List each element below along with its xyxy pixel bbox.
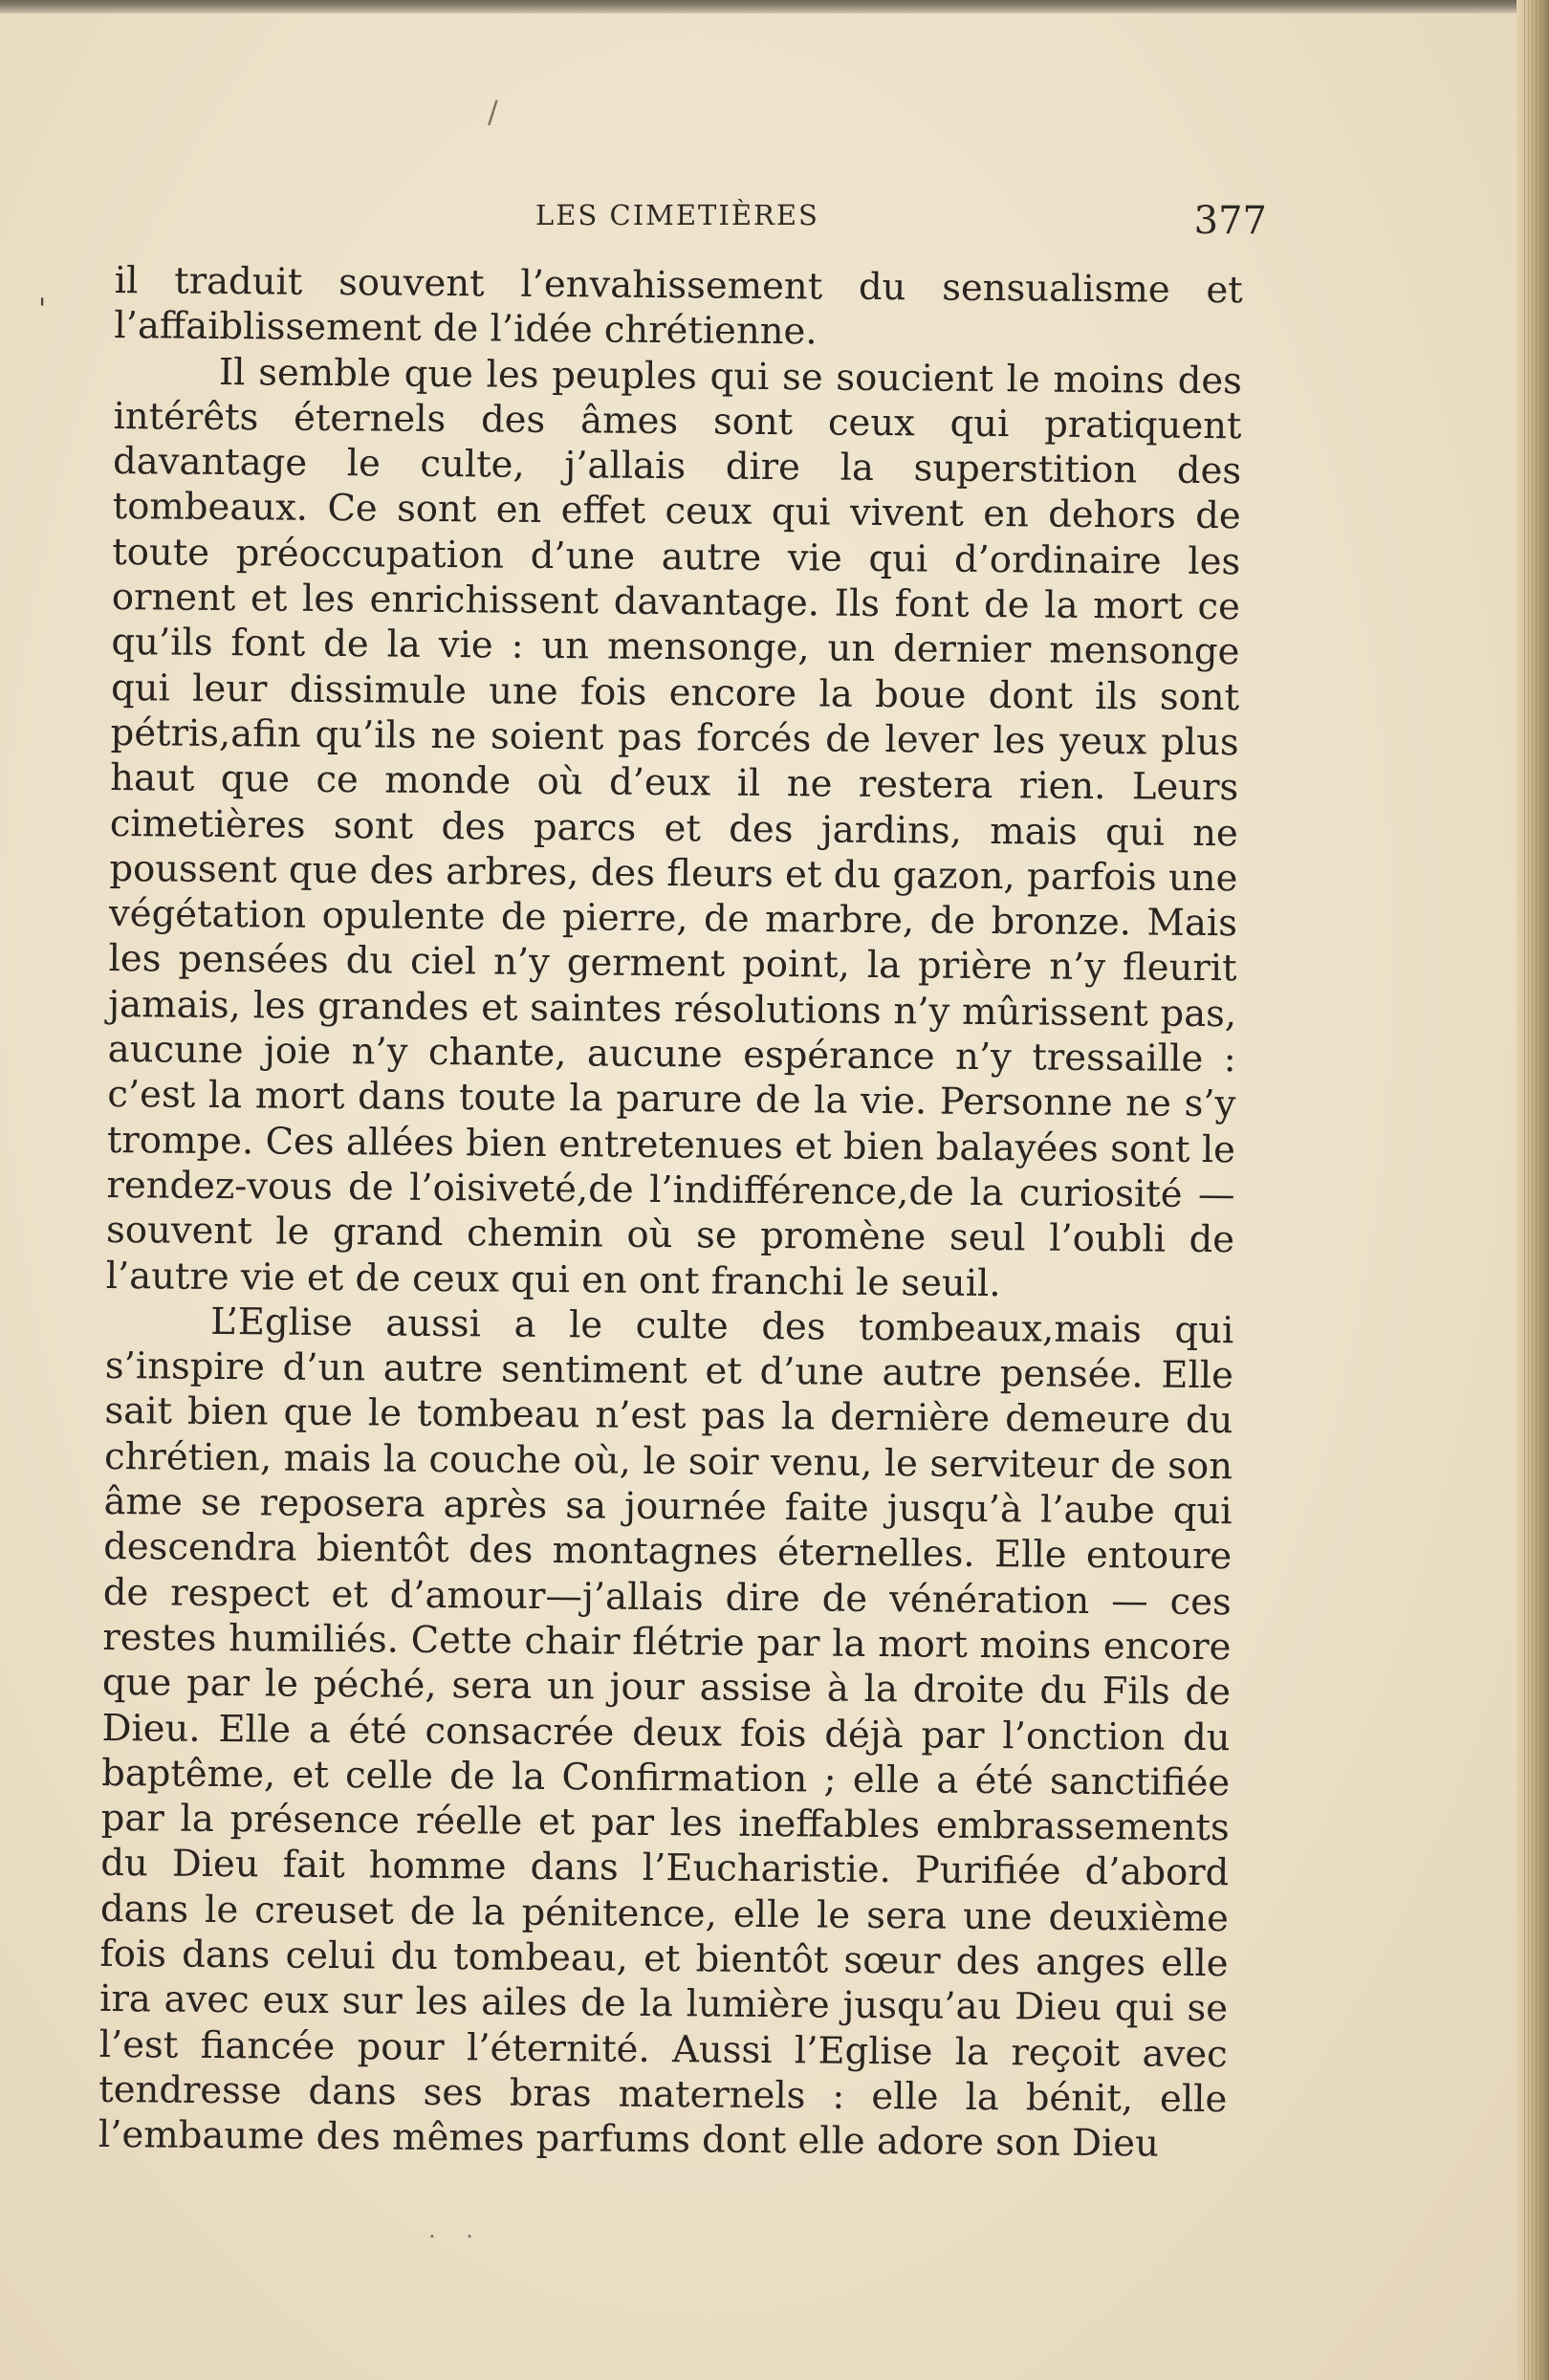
top-edge-rule (0, 0, 1549, 13)
page-number: 377 (1193, 199, 1267, 243)
body-text (98, 258, 1243, 2168)
running-head: LES CIMETIÈRES (535, 199, 819, 231)
paragraph-1: il traduit souvent l’envahissement du sensualisme et l’affaiblissement de l’idée chrétienne. (114, 258, 1243, 354)
page-header (124, 189, 1267, 247)
paragraph-2: Il semble que les peuples qui se soucient le moins des intérêts éternels des âmes sont ceux qui pratiquent davantage le culte, j’allais dire la superstition des tombeaux. Ce sont en effet ceux qui vivent en dehors de toute préoccupation d’une autre vie qui d’ordinaire les ornent et les enrichissent davantage. Ils font de la mort ce qu’ils font de la vie : un mensonge, un dernier mensonge qui leur dissimule une fois encore la boue dont ils sont pétris,afin qu’ils ne soient pas forcés de lever les yeux plus haut que ce monde où d’eux il ne restera rien. Leurs cimetières sont des parcs et des jardins, mais qui ne poussent que des arbres, des fleurs et du gazon, parfois une végétation opulente de pierre, de marbre, de bronze. Mais les pensées du ciel n’y germent point, la prière n’y fleurit jamais, les grandes et saintes résolutions n’y mûrissent pas, aucune joie n’y chante, aucune espérance n’y tressaille : c’est la mort dans toute la parure de la vie. Personne ne s’y trompe. Ces allées bien entretenues et bien balayées sont le rendez-vous de l’oisiveté,de l’indifférence,de la curiosité —souvent le grand chemin où se promène seul l’oubli de l’autre vie et de ceux qui en ont franchi le seuil. (105, 350, 1243, 1305)
paper-specks: . . (428, 2216, 485, 2243)
page-edge-stack-lines (1524, 0, 1543, 2380)
paragraph-3: L’Eglise aussi a le culte des tombeaux,mais qui s’inspire d’un autre sentiment et d’une autre pensée. Elle sait bien que le tombeau n’est pas la dernière demeure du chrétien, mais la couche où, le soir venu, le serviteur de son âme se reposera après sa journée faite jusqu’à l’aube qui descendra bientôt des montagnes éternelles. Elle entoure de respect et d’amour—j’allais dire de vénération — ces restes humiliés. Cette chair flétrie par la mort moins encore que par le péché, sera un jour assise à la droite du Fils de Dieu. Elle a été consacrée deux fois déjà par l’onction du baptême, et celle de la Confirmation ; elle a été sanctifiée par la présence réelle et par les ineffables embrassements du Dieu fait homme dans l’Eucharistie. Purifiée d’abord dans le creuset de la pénitence, elle le sera une deuxième fois dans celui du tombeau, et bientôt sœur des anges elle ira avec eux sur les ailes de la lumière jusqu’au Dieu qui se l’est fiancée pour l’éternité. Aussi l’Eglise la reçoit avec tendresse dans ses bras maternels : elle la bénit, elle l’embaume des mêmes parfums dont elle adore son Dieu (98, 1299, 1234, 2166)
pencil-mark: / (488, 94, 498, 130)
ink-speck: ' (38, 293, 47, 326)
